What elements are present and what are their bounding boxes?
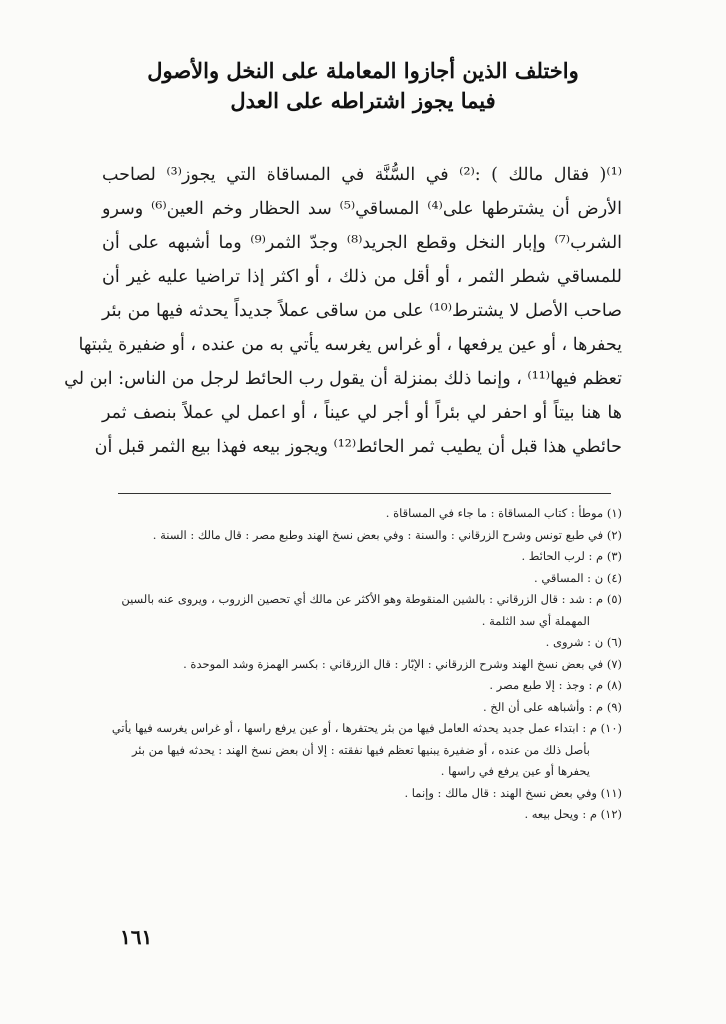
main-text-line: صاحب الأصل لا يشترط⁽¹⁰⁾ على من ساقى عملاً جديداً يحدثه فيها من بئر bbox=[102, 301, 623, 321]
footnote-text: م : وأشباهه على أن الخ . bbox=[482, 699, 604, 714]
footnote-text: في بعض نسخ الهند وشرح الزرقاني : الإبّار : قال الزرقاني : بكسر الهمزة وشد الموحدة . bbox=[183, 656, 604, 671]
footnote-number: (٣) bbox=[606, 549, 622, 563]
footnote bbox=[102, 697, 622, 719]
footnote-text: في طبع تونس وشرح الزرقاني : والسنة : وفي بعض نسخ الهند وطبع مصر : قال مالك : السنة . bbox=[152, 527, 604, 542]
footnote bbox=[102, 525, 622, 547]
main-text bbox=[64, 158, 623, 464]
footnote-continuation: المهملة أي سد الثلمة . bbox=[481, 613, 590, 628]
footnote-text: ن : المساقي . bbox=[534, 570, 604, 585]
footnote-text: م : وجذ : إلا طبع مصر . bbox=[489, 678, 604, 692]
footnote-number: (٧) bbox=[606, 656, 622, 671]
footnote-text: وفي بعض نسخ الهند : قال مالك : وإنما . bbox=[404, 785, 597, 800]
footnote-continuation: يحفرها أو عين يرفع في راسها . bbox=[440, 764, 590, 778]
footnote-continuation: بأصل ذلك من عنده ، أو ضفيرة يبنيها تعظم فيها نفقته : إلا أن بعض نسخ الهند : يحدثه فيها من بئر bbox=[131, 742, 590, 757]
footnote-number: (١٠) bbox=[600, 721, 622, 735]
footnote-text: م : ويحل بيعه . bbox=[524, 807, 597, 821]
main-text-line: ⁽¹⁾( فقال مالك ) :⁽²⁾ في السُّنَّة في المساقاة التي يجوز⁽³⁾ لصاحب bbox=[102, 165, 623, 185]
footnote bbox=[102, 783, 622, 805]
footnote bbox=[102, 632, 622, 654]
footnote-number: (٨) bbox=[606, 678, 622, 692]
footnote-number: (١) bbox=[606, 506, 622, 520]
footnotes bbox=[102, 503, 622, 826]
footnote-number: (١١) bbox=[600, 785, 622, 800]
footnote-number: (٢) bbox=[606, 527, 622, 542]
footnote-number: (٤) bbox=[606, 570, 622, 585]
main-text-line: للمساقي شطر الثمر ، أو أقل من ذلك ، أو اكثر إذا تراضيا عليه غير أن bbox=[102, 267, 622, 287]
footnote-number: (٦) bbox=[606, 635, 622, 649]
footnote bbox=[102, 589, 622, 632]
footnote bbox=[102, 546, 622, 568]
footnote-number: (٥) bbox=[606, 592, 622, 606]
section-title-line-1: واختلف الذين أجازوا المعاملة على النخل والأصول bbox=[147, 58, 579, 83]
footnote bbox=[102, 718, 622, 783]
footnote bbox=[102, 503, 622, 525]
section-title bbox=[110, 56, 616, 116]
footnote-number: (٩) bbox=[606, 699, 622, 714]
page-number: ١٦١ bbox=[120, 925, 153, 949]
main-text-line: حائطي هذا قبل أن يطيب ثمر الحائط⁽¹²⁾ ويجوز بيعه فهذا بيع الثمر قبل أن bbox=[94, 437, 622, 457]
footnote-text: ن : شروى . bbox=[545, 635, 604, 649]
main-text-line: الأرض أن يشترطها على⁽⁴⁾ المساقي⁽⁵⁾ سد الحظار وخم العين⁽⁶⁾ وسرو bbox=[102, 199, 622, 219]
main-text-line: الشرب⁽⁷⁾ وإبار النخل وقطع الجريد⁽⁸⁾ وجدّ الثمر⁽⁹⁾ وما أشبهه على أن bbox=[102, 233, 623, 253]
footnote-separator bbox=[118, 493, 611, 494]
footnote bbox=[102, 654, 622, 676]
footnote-number: (١٢) bbox=[600, 807, 622, 821]
footnote-text: م : لرب الحائط . bbox=[521, 549, 604, 563]
footnote-text: موطأ : كتاب المساقاة : ما جاء في المساقاة . bbox=[385, 506, 604, 520]
main-text-line: تعظم فيها⁽¹¹⁾ ، وإنما ذلك بمنزلة أن يقول رب الحائط لرجل من الناس: ابن لي bbox=[64, 369, 622, 389]
footnote bbox=[102, 568, 622, 590]
main-text-line: يحفرها ، أو عين يرفعها ، أو غراس يغرسه يأتي به من عنده ، أو ضفيرة يثبتها bbox=[78, 335, 622, 355]
section-title-line-2: فيما يجوز اشتراطه على العدل bbox=[230, 88, 496, 113]
footnote bbox=[102, 804, 622, 826]
footnote bbox=[102, 675, 622, 697]
footnote-text: م : ابتداء عمل جديد يحدثه العامل فيها من بئر يحتفرها ، أو عين يرفع راسها ، أو غراس يغرسه فيها يأتي bbox=[111, 721, 597, 735]
footnote-text: م : شد : قال الزرقاني : بالشين المنقوطة وهو الأكثر عن مالك أي تحصين الزروب ، ويروى عنه بالسين bbox=[121, 592, 604, 606]
main-text-line: ها هنا بيتاً أو احفر لي بئراً أو أجر لي عيناً ، أو اعمل لي عملاً بنصف ثمر bbox=[102, 403, 622, 423]
